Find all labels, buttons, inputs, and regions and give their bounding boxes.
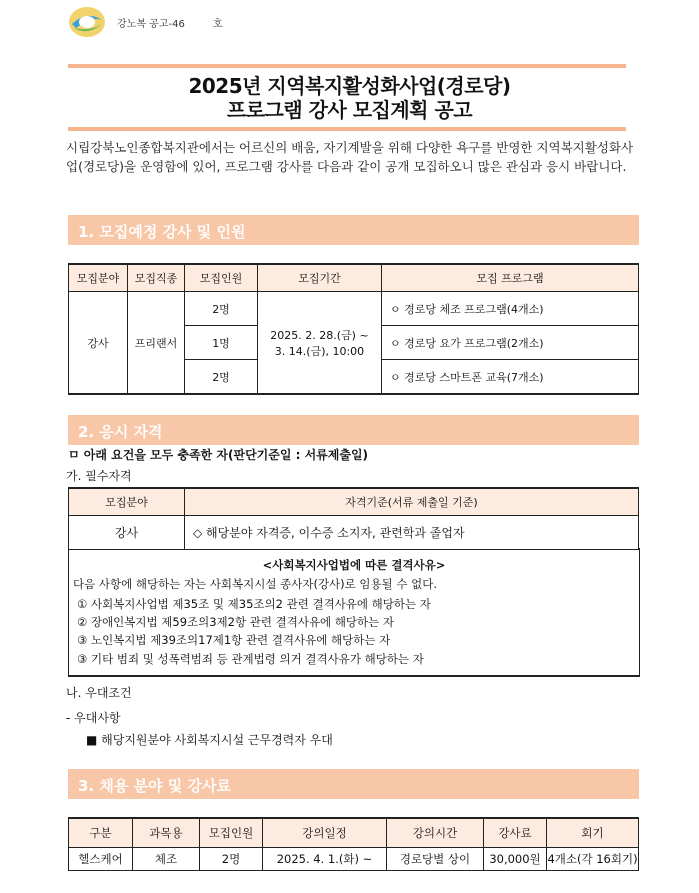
disqualification-item: ① 사회복지사업법 제35조 및 제35조의2 관련 결격사유에 해당하는 자 bbox=[77, 597, 431, 611]
disqualification-item: ③ 기타 범죄 및 성폭력범죄 등 관계법령 의거 결격사유가 해당하는 자 bbox=[77, 652, 424, 666]
cell-period bbox=[258, 292, 382, 395]
header-category: 구분 bbox=[69, 818, 133, 848]
section1-title: 1. 모집예정 강사 및 인원 bbox=[78, 223, 246, 241]
page-title-line2: 프로그램 강사 모집계획 공고 bbox=[226, 98, 473, 122]
header-count: 모집인원 bbox=[200, 818, 263, 848]
preference-subtitle: - 우대사항 bbox=[66, 711, 121, 725]
document-number: 강노복 공고-46 bbox=[117, 19, 185, 30]
header-fee: 강사료 bbox=[484, 818, 547, 848]
header-sessions: 회기 bbox=[547, 818, 639, 848]
header-schedule: 강의일정 bbox=[263, 818, 387, 848]
cell-count: 2명 bbox=[185, 292, 258, 326]
header-job: 모집직종 bbox=[128, 264, 185, 292]
disqualification-title: <사회복지사업법에 따른 결격사유> bbox=[262, 558, 446, 572]
period-line2: 3. 14.(금), 10:00 bbox=[274, 344, 365, 358]
page-title-line1: 2025년 지역복지활성화사업(경로당) bbox=[188, 74, 511, 98]
cell-fee: 30,000원 bbox=[484, 848, 547, 871]
title-top-bar bbox=[68, 64, 626, 68]
header-time: 강의시간 bbox=[387, 818, 484, 848]
cell-sessions: 4개소(각 16회기) bbox=[547, 848, 639, 871]
cell-schedule: 2025. 4. 1.(화) ~ bbox=[263, 848, 387, 871]
section2-heading bbox=[68, 415, 639, 445]
recruitment-table bbox=[68, 263, 639, 395]
cell-category: 헬스케어 bbox=[69, 848, 133, 871]
period-line1: 2025. 2. 28.(금) ~ bbox=[270, 328, 369, 342]
disqualification-item: ② 장애인복지법 제59조의3제2항 관련 결격사유에 해당하는 자 bbox=[77, 615, 395, 629]
header-subject: 과목용 bbox=[133, 818, 200, 848]
cell-field: 강사 bbox=[69, 516, 185, 550]
disqualification-item: ③ 노인복지법 제39조의17제1항 관련 결격사유에 해당하는 자 bbox=[77, 633, 391, 647]
cell-program: ㅇ 경로당 스마트폰 교육(7개소) bbox=[382, 360, 639, 395]
document-ho: 호 bbox=[213, 19, 223, 30]
header-criteria: 자격기준(서류 제출일 기준) bbox=[185, 488, 639, 516]
cell-criteria: ◇ 해당분야 자격증, 이수증 소지자, 관련학과 졸업자 bbox=[185, 516, 639, 550]
cell-job: 프리랜서 bbox=[128, 292, 185, 395]
title-bottom-bar bbox=[68, 127, 626, 131]
header-period: 모집기간 bbox=[258, 264, 382, 292]
section2-title: 2. 응시 자격 bbox=[78, 423, 163, 441]
cell-count: 1명 bbox=[185, 326, 258, 360]
fee-table bbox=[68, 817, 639, 871]
qualification-table bbox=[68, 487, 639, 550]
required-qualification-label: 가. 필수자격 bbox=[66, 469, 132, 483]
disqualification-intro: 다음 사항에 해당하는 자는 사회복지시설 종사자(강사)로 임용될 수 없다. bbox=[73, 577, 438, 591]
cell-count: 2명 bbox=[185, 360, 258, 395]
intro-paragraph: 시립강북노인종합복지관에서는 어르신의 배움, 자기계발을 위해 다양한 욕구를 반영한 지역복지활성화사업(경로당)을 운영함에 있어, 프로그램 강사를 다음과 같이 공개 모집하오니 많은 관심과 응시 바랍니다. bbox=[66, 140, 634, 174]
cell-field: 강사 bbox=[69, 292, 128, 395]
logo-icon bbox=[68, 6, 106, 38]
header-field: 모집분야 bbox=[69, 488, 185, 516]
section1-heading bbox=[68, 215, 639, 245]
cell-count: 2명 bbox=[200, 848, 263, 871]
cell-program: ㅇ 경로당 요가 프로그램(2개소) bbox=[382, 326, 639, 360]
disqualification-box bbox=[68, 548, 640, 677]
header-program: 모집 프로그램 bbox=[382, 264, 639, 292]
cell-subject: 체조 bbox=[133, 848, 200, 871]
header-field: 모집분야 bbox=[69, 264, 128, 292]
cell-program: ㅇ 경로당 체조 프로그램(4개소) bbox=[382, 292, 639, 326]
requirement-line: ㅁ 아래 요건을 모두 충족한 자(판단기준일 : 서류제출일) bbox=[68, 448, 369, 462]
cell-time: 경로당별 상이 bbox=[387, 848, 484, 871]
header-count: 모집인원 bbox=[185, 264, 258, 292]
preference-item: ■ 해당지원분야 사회복지시설 근무경력자 우대 bbox=[86, 733, 333, 747]
section3-title: 3. 채용 분야 및 강사료 bbox=[78, 777, 231, 795]
section3-heading bbox=[68, 769, 639, 799]
preference-label: 나. 우대조건 bbox=[66, 686, 132, 700]
